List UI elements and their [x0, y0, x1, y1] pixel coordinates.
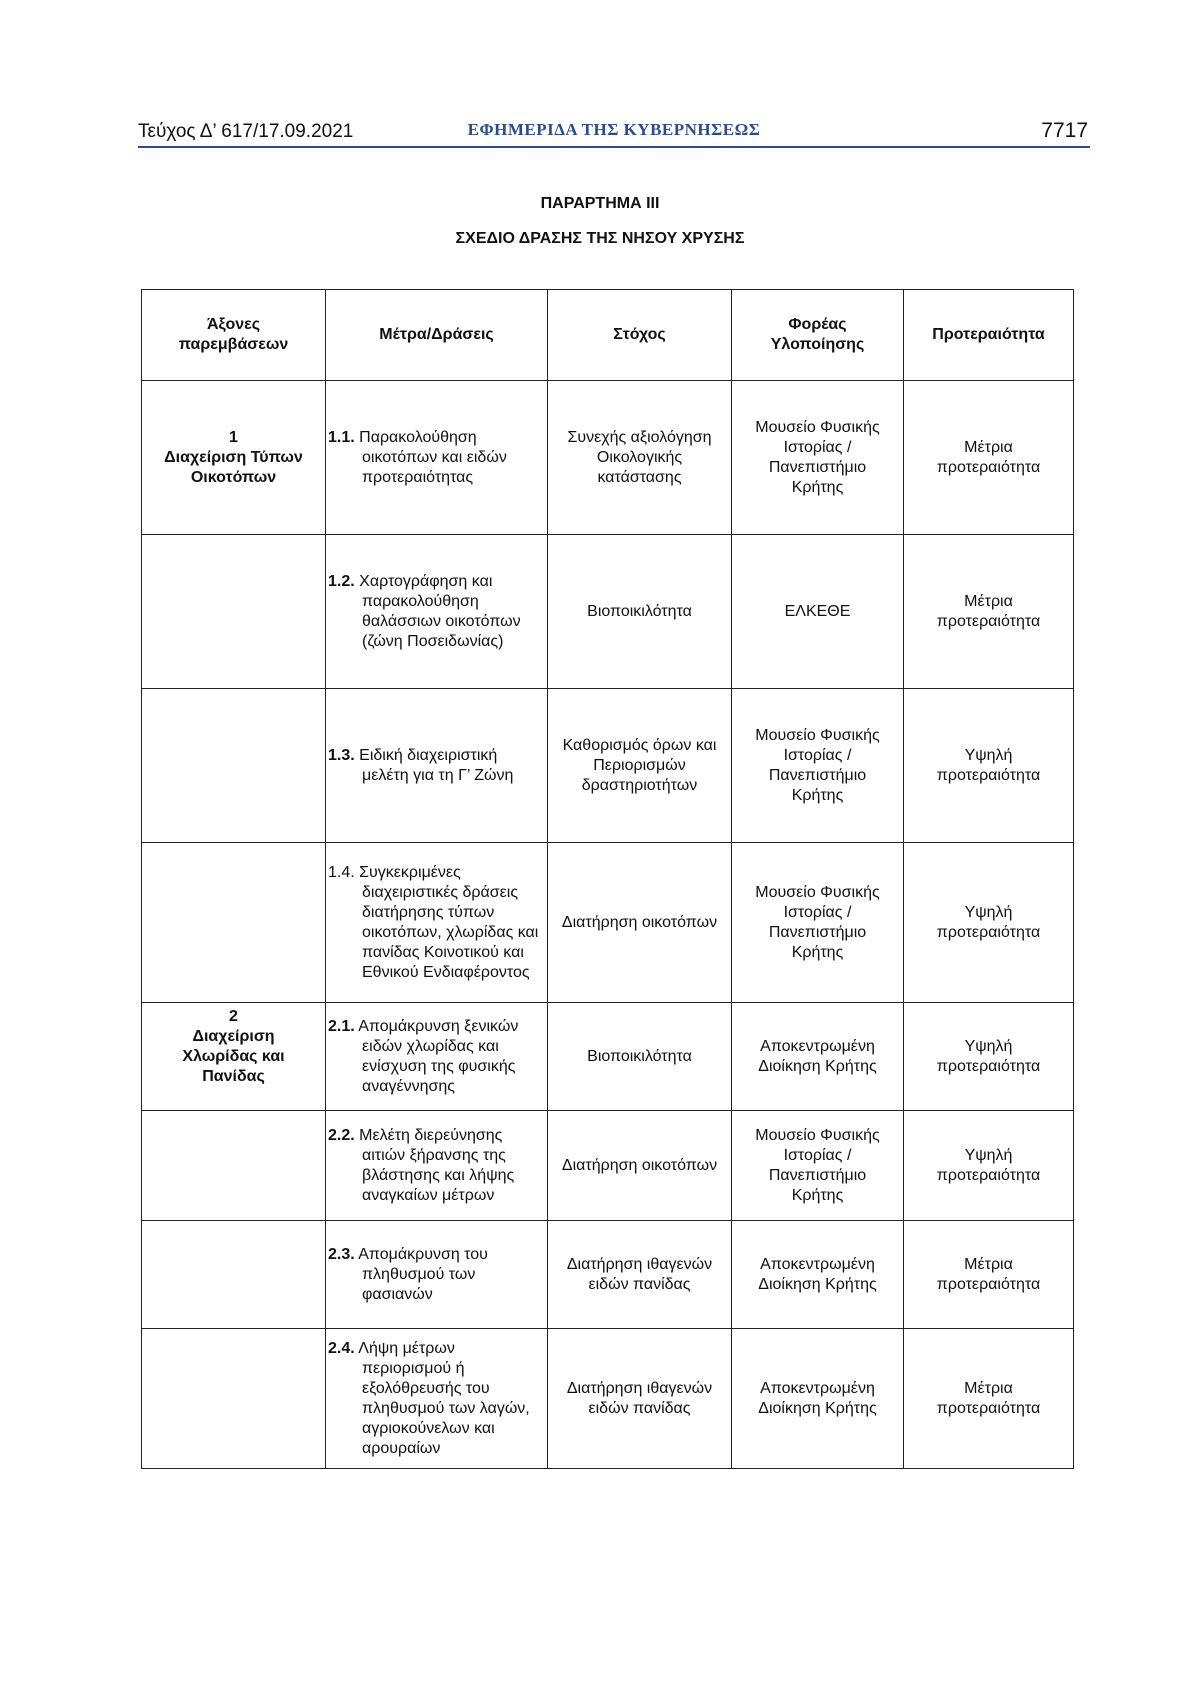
axis-number: 1 [229, 428, 238, 446]
axis-number: 2 [229, 1008, 238, 1025]
measure-cell [326, 689, 548, 843]
measure-cell [326, 1003, 548, 1111]
axis-cell [142, 381, 326, 535]
target-cell: Συνεχής αξιολόγηση Οικολογικής κατάστασης [548, 381, 732, 535]
implementing-body-cell: Αποκεντρωμένη Διοίκηση Κρήτης [732, 1221, 904, 1329]
measure-cell [326, 1111, 548, 1221]
header-axes: Άξονες παρεμβάσεων [142, 290, 326, 381]
implementing-body-cell: Μουσείο Φυσικής Ιστορίας / Πανεπιστήμιο Κρήτης [732, 381, 904, 535]
measure-number: 1.1. [328, 428, 355, 446]
table-row [142, 1329, 1074, 1469]
measure-cell [326, 1221, 548, 1329]
implementing-body-cell: Μουσείο Φυσικής Ιστορίας / Πανεπιστήμιο Κρήτης [732, 1111, 904, 1221]
axis-cell [142, 843, 326, 1003]
measure-cell [326, 535, 548, 689]
priority-cell: Υψηλή προτεραιότητα [904, 843, 1074, 1003]
header-target: Στόχος [548, 290, 732, 381]
table-row [142, 1003, 1074, 1111]
axis-cell [142, 1329, 326, 1469]
measure-text [328, 1017, 547, 1097]
header-rule [138, 146, 1090, 148]
table-row [142, 535, 1074, 689]
table-row [142, 1111, 1074, 1221]
target-cell: Διατήρηση ιθαγενών ειδών πανίδας [548, 1329, 732, 1469]
axis-name-line: Διαχείριση Τύπων [164, 448, 303, 466]
measure-cell [326, 1329, 548, 1469]
priority-cell: Μέτρια προτεραιότητα [904, 1221, 1074, 1329]
measure-text [328, 428, 547, 488]
axis-cell [142, 1003, 326, 1111]
measure-number: 1.2. [328, 572, 355, 590]
annex-title: ΠΑΡΑΡΤΗΜΑ ΙΙΙ [540, 195, 660, 212]
measure-description: Ειδική διαχειριστική μελέτη για τη Γ’ Ζώνη [359, 746, 514, 784]
measure-description: Λήψη μέτρων περιορισμού ή εξολόθρευσής του πληθυσμού των λαγών, αγριοκούνελων και αρουραίων [358, 1339, 530, 1457]
measure-cell [326, 843, 548, 1003]
measure-text [328, 1126, 547, 1206]
axis-name-line: Διαχείριση [192, 1028, 275, 1045]
measure-text [328, 572, 547, 652]
measure-description: Συγκεκριμένες διαχειριστικές δράσεις διατήρησης τύπων οικοτόπων, χλωρίδας και πανίδας Κοινοτικού και Εθνικού Ενδιαφέροντος [359, 863, 539, 981]
priority-cell: Μέτρια προτεραιότητα [904, 381, 1074, 535]
measure-text [328, 746, 547, 786]
table-row [142, 843, 1074, 1003]
implementing-body-cell: Μουσείο Φυσικής Ιστορίας / Πανεπιστήμιο Κρήτης [732, 843, 904, 1003]
implementing-body-cell: Αποκεντρωμένη Διοίκηση Κρήτης [732, 1329, 904, 1469]
priority-cell: Υψηλή προτεραιότητα [904, 1111, 1074, 1221]
table-row [142, 381, 1074, 535]
implementing-body-cell: Αποκεντρωμένη Διοίκηση Κρήτης [732, 1003, 904, 1111]
target-cell: Βιοποικιλότητα [548, 1003, 732, 1111]
measure-number: 2.3. [328, 1245, 355, 1263]
axis-cell [142, 1221, 326, 1329]
issue-number: Τεύχος Δ’ 617/17.09.2021 [138, 121, 354, 142]
measure-description: Μελέτη διερεύνησης αιτιών ξήρανσης της βλάστησης και λήψης αναγκαίων μέτρων [359, 1126, 515, 1204]
measure-text [328, 863, 547, 983]
header-priority: Προτεραιότητα [904, 290, 1074, 381]
axis-name-line: Πανίδας [202, 1068, 265, 1085]
priority-cell: Υψηλή προτεραιότητα [904, 1003, 1074, 1111]
priority-cell: Μέτρια προτεραιότητα [904, 535, 1074, 689]
axis-cell [142, 689, 326, 843]
implementing-body-cell: Μουσείο Φυσικής Ιστορίας / Πανεπιστήμιο Κρήτης [732, 689, 904, 843]
measure-number: 2.2. [328, 1126, 355, 1144]
measure-number: 2.4. [328, 1339, 355, 1357]
table-row [142, 1221, 1074, 1329]
implementing-body-cell: ΕΛΚΕΘΕ [732, 535, 904, 689]
gazette-title: ΕΦΗΜΕΡΙΔΑ ΤΗΣ ΚΥΒΕΡΝΗΣΕΩΣ [467, 120, 761, 139]
action-plan-table [141, 289, 1074, 1469]
target-cell: Διατήρηση οικοτόπων [548, 843, 732, 1003]
target-cell: Διατήρηση ιθαγενών ειδών πανίδας [548, 1221, 732, 1329]
measure-text [328, 1339, 547, 1459]
header-measures: Μέτρα/Δράσεις [326, 290, 548, 381]
page-number: 7717 [1041, 119, 1088, 142]
target-cell: Καθορισμός όρων και Περιορισμών δραστηριοτήτων [548, 689, 732, 843]
table-row [142, 689, 1074, 843]
axis-cell [142, 535, 326, 689]
measure-number: 2.1. [328, 1017, 355, 1035]
measure-description: Απομάκρυνση του πληθυσμού των φασιανών [358, 1245, 488, 1303]
page-header [138, 116, 1090, 146]
measure-cell [326, 381, 548, 535]
target-cell: Βιοποικιλότητα [548, 535, 732, 689]
measure-description: Απομάκρυνση ξενικών ειδών χλωρίδας και ενίσχυση της φυσικής αναγέννησης [358, 1017, 519, 1095]
table-header-row [142, 290, 1074, 381]
document-title: ΣΧΕΔΙΟ ΔΡΑΣΗΣ ΤΗΣ ΝΗΣΟΥ ΧΡΥΣΗΣ [455, 230, 745, 247]
axis-cell [142, 1111, 326, 1221]
measure-description: Παρακολούθηση οικοτόπων και ειδών προτεραιότητας [359, 428, 507, 486]
measure-text [328, 1245, 547, 1305]
measure-number: 1.3. [328, 746, 355, 764]
header-implementing-body: Φορέας Υλοποίησης [732, 290, 904, 381]
priority-cell: Μέτρια προτεραιότητα [904, 1329, 1074, 1469]
measure-description: Χαρτογράφηση και παρακολούθηση θαλάσσιων οικοτόπων (ζώνη Ποσειδωνίας) [359, 572, 521, 650]
measure-number: 1.4. [328, 863, 355, 881]
priority-cell: Υψηλή προτεραιότητα [904, 689, 1074, 843]
target-cell: Διατήρηση οικοτόπων [548, 1111, 732, 1221]
axis-name-line: Οικοτόπων [190, 468, 277, 486]
axis-name-line: Χλωρίδας και [182, 1048, 285, 1065]
